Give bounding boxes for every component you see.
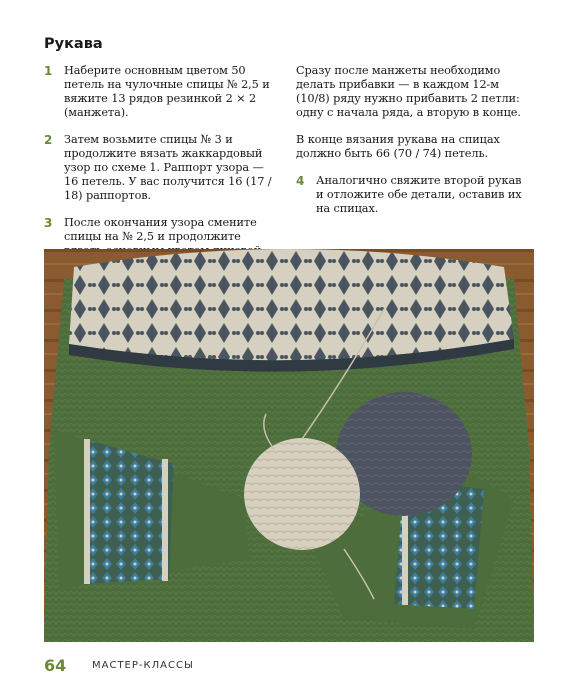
step-text: После окончания узора смените спицы на № 2,5 и продолжите — [64, 216, 257, 243]
page-number: 64 — [44, 656, 67, 675]
section-heading: Рукава — [44, 36, 103, 52]
step-text: Аналогично свяжите второй рукав и отложите обе детали, оставив их на спицах. — [316, 174, 522, 215]
step-text: Наберите основным цветом 50 петель на чулочные спицы № 2,5 и вяжите 13 рядов резинкой 2 × 2 (манжета). — [64, 64, 270, 119]
step-number: 3 — [44, 216, 53, 230]
step-1 — [44, 64, 272, 120]
step-2 — [44, 133, 272, 203]
step-text: Затем возьмите спицы № 3 и продолжите вязать жаккардовый узор по схеме 1. Раппорт узора — 16 петель. У вас получится 16 (17 / 18) раппортов. — [64, 133, 272, 202]
step-4 — [296, 174, 524, 216]
stitch-count-paragraph: В конце вязания рукава на спицах должно быть 66 (70 / 74) петель. — [296, 133, 500, 160]
step-number: 2 — [44, 133, 53, 147]
sweater-illustration — [44, 249, 534, 642]
step-number: 4 — [296, 174, 305, 188]
sweater-photo — [44, 249, 534, 642]
right-column — [296, 64, 524, 229]
step-number: 1 — [44, 64, 53, 78]
increase-paragraph: Сразу после манжеты необходимо делать прибавки — в каждом 12-м (10/8) ряду нужно прибавить 2 петли: одну с начала ряда, а вторую в конце. — [296, 64, 521, 119]
section-title: МАСТЕР-КЛАССЫ — [92, 660, 194, 671]
